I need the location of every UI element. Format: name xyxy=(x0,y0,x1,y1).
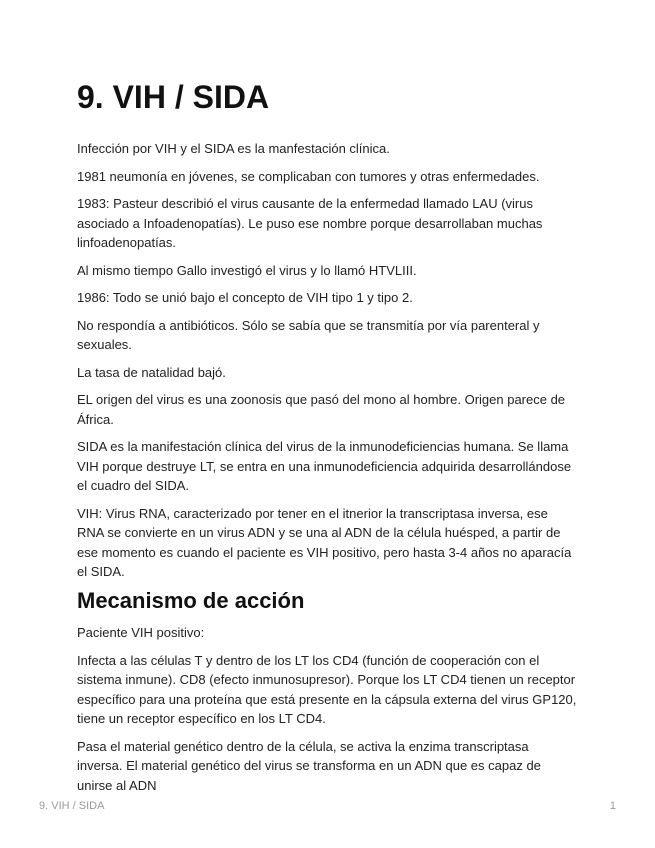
paragraph: No respondía a antibióticos. Sólo se sabía que se transmitía por vía parenteral y sexuales. xyxy=(77,317,540,352)
intro-body xyxy=(77,139,577,590)
paragraph: La tasa de natalidad bajó. xyxy=(77,364,226,380)
paragraph: EL origen del virus es una zoonosis que pasó del mono al hombre. Origen parece de África. xyxy=(77,392,566,427)
paragraph: 1981 neumonía en jóvenes, se complicaban con tumores y otras enfermedades. xyxy=(77,168,540,184)
footer-chapter-title: 9. VIH / SIDA xyxy=(39,800,105,812)
paragraph: 1983: Pasteur describió el virus causante de la enfermedad llamado LAU (virus asociado a Infoadenopatías). Le puso ese nombre porque desarrollaban muchas linfoadenopatías. xyxy=(77,196,543,250)
paragraph: SIDA es la manifestación clínica del virus de la inmunodeficiencias humana. Se llama VIH porque destruye LT, se entra en una inmunodeficiencia adquirida desarrollándose el cuadro del SIDA. xyxy=(77,439,572,493)
paragraph: 1986: Todo se unió bajo el concepto de VIH tipo 1 y tipo 2. xyxy=(77,290,413,305)
paragraph: Al mismo tiempo Gallo investigó el virus y lo llamó HTVLIII. xyxy=(77,262,417,278)
paragraph: VIH: Virus RNA, caracterizado por tener en el itnerior la transcriptasa inversa, ese RNA se convierte en un virus ADN y se una al ADN de la célula huésped, a partir de ese momento es cuando el paciente es VIH positivo, pero hasta 3-4 años no aparacía el SIDA. xyxy=(77,505,572,579)
page-title: 9. VIH / SIDA xyxy=(77,79,270,115)
footer-page-number: 1 xyxy=(609,800,616,812)
section-heading: Mecanismo de acción xyxy=(77,588,305,613)
paragraph: Paciente VIH positivo: xyxy=(77,625,205,640)
section-body xyxy=(77,623,577,803)
paragraph: Infecta a las células T y dentro de los LT los CD4 (función de cooperación con el sistema inmune). CD8 (efecto inmunosupresor). Porque los LT CD4 tienen un receptor específico para una proteína que está presente en la cápsula externa del virus GP120, tiene un receptor específico en los LT CD4. xyxy=(77,652,577,726)
paragraph: Pasa el material genético dentro de la célula, se activa la enzima transcriptasa inversa. El material genético del virus se transforma en un ADN que es capaz de unirse al ADN xyxy=(77,738,541,793)
paragraph: Infección por VIH y el SIDA es la manfestación clínica. xyxy=(77,141,390,156)
